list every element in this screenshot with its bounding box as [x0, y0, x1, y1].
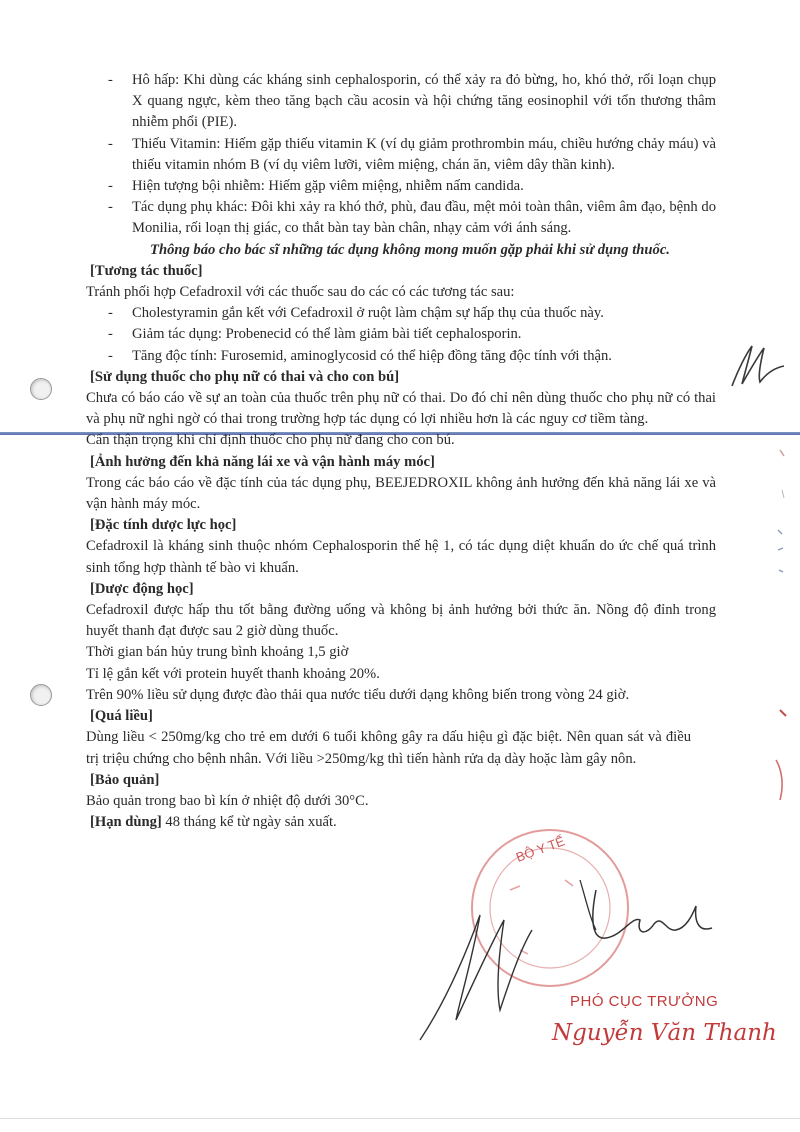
- punch-hole-bottom: [30, 684, 52, 706]
- pharmacokinetics-line: Thời gian bán hủy trung bình khoảng 1,5 giờ: [86, 644, 349, 661]
- section-heading-driving: [Ảnh hưởng đến khả năng lái xe và vận hành máy móc]: [90, 453, 435, 470]
- margin-initials-mark: [728, 340, 788, 390]
- interactions-intro: Tránh phối hợp Cefadroxil với các thuốc sau do các có các tương tác sau:: [86, 284, 515, 301]
- list-item: - Giảm tác dụng: Probenecid có thể làm giảm bài tiết cephalosporin.: [108, 326, 522, 343]
- pharmacokinetics-line: Trên 90% liều sử dụng được đào thải qua nước tiểu dưới dạng không biến trong vòng 24 giờ.: [86, 686, 630, 703]
- pharmacodynamics-paragraph: Cefadroxil là kháng sinh thuộc nhóm Cephalosporin thế hệ 1, có tác dụng diệt khuẩn do ức chế quá trình sinh tổng hợp thành tế bào vi khuẩn.: [86, 538, 716, 576]
- section-heading-overdose: [Quá liều]: [90, 708, 153, 725]
- list-item: - Tác dụng phụ khác: Đôi khi xảy ra khó thở, phù, đau đầu, mệt mỏi toàn thân, viêm âm đạo, bệnh do Monilia, rối loạn thị giác, co thắt bàn tay bàn chân, nhạy cảm với ánh sáng.: [108, 199, 716, 237]
- expiry-text: 48 tháng kể từ ngày sản xuất.: [161, 814, 337, 831]
- list-item: - Hiện tượng bội nhiễm: Hiếm gặp viêm miệng, nhiễm nấm candida.: [108, 178, 524, 195]
- list-item: - Hô hấp: Khi dùng các kháng sinh cephalosporin, có thể xảy ra đỏ bừng, ho, khó thở, rối loạn chụp X quang ngực, kèm theo tăng bạch cầu acosin và hội chứng tăng eosinophil với tổn thương thâm nhiễm phổi (PIE).: [108, 72, 716, 131]
- section-heading-pharmacodynamics: [Đặc tính dược lực học]: [90, 517, 237, 534]
- breastfeeding-paragraph: Cẩn thận trọng khi chỉ định thuốc cho phụ nữ đang cho con bú.: [86, 432, 455, 449]
- doctor-notice: Thông báo cho bác sĩ những tác dụng không mong muốn gặp phải khi sử dụng thuốc.: [150, 241, 670, 258]
- section-heading-expiry: [Hạn dùng]: [90, 814, 162, 831]
- stamp-text: BỘ Y TẾ: [513, 833, 567, 865]
- section-heading-pregnancy: [Sử dụng thuốc cho phụ nữ có thai và cho con bú]: [90, 368, 400, 385]
- signer-name: Nguyễn Văn Thanh: [552, 1020, 777, 1046]
- section-heading-storage: [Bảo quản]: [90, 771, 160, 788]
- punch-hole-top: [30, 378, 52, 400]
- page-bottom-rule: [0, 1118, 800, 1119]
- signer-title: PHÓ CỤC TRƯỞNG: [570, 993, 719, 1010]
- overdose-paragraph: Dùng liều < 250mg/kg cho trẻ em dưới 6 tuổi không gây ra dấu hiệu gì đặc biệt. Nên quan sát và điều trị triệu chứng cho bệnh nhân. Với liều >250mg/kg thì tiến hành rửa dạ dày hoặc làm gây nôn.: [86, 729, 691, 767]
- section-heading-interactions: [Tương tác thuốc]: [90, 262, 203, 279]
- pharmacokinetics-line: Tỉ lệ gắn kết với protein huyết thanh khoảng 20%.: [86, 665, 380, 682]
- list-item: - Thiếu Vitamin: Hiếm gặp thiếu vitamin K (ví dụ giảm prothrombin máu, chiều hướng chảy máu) và thiếu vitamin nhóm B (ví dụ viêm lưỡi, viêm miệng, chán ăn, viêm dây thần kinh).: [108, 135, 716, 173]
- list-item: - Cholestyramin gắn kết với Cefadroxil ở ruột làm chậm sự hấp thụ của thuốc này.: [108, 305, 604, 322]
- document-body: [86, 70, 716, 833]
- section-heading-pharmacokinetics: [Dược động học]: [90, 580, 194, 597]
- edge-bleed-marks: [760, 440, 800, 820]
- pregnancy-paragraph: Chưa có báo cáo về sự an toàn của thuốc trên phụ nữ có thai. Do đó chỉ nên dùng thuốc cho phụ nữ có thai và phụ nữ nghi ngờ có thai trong trường hợp tác dụng có lợi nhiều hơn là các nguy cơ tiềm tàng.: [86, 390, 716, 428]
- storage-paragraph: Bảo quản trong bao bì kín ở nhiệt độ dưới 30°C.: [86, 792, 369, 809]
- list-item: - Tăng độc tính: Furosemid, aminoglycosid có thể hiệp đồng tăng độc tính với thận.: [108, 347, 612, 364]
- driving-paragraph: Trong các báo cáo về đặc tính của tác dụng phụ, BEEJEDROXIL không ảnh hưởng đến khả năng lái xe và vận hành máy móc.: [86, 474, 716, 513]
- pharmacokinetics-line: Cefadroxil được hấp thu tốt bằng đường uống và không bị ảnh hưởng bởi thức ăn. Nồng độ đỉnh trong huyết thanh đạt được sau 2 giờ dùng thuốc.: [86, 602, 716, 640]
